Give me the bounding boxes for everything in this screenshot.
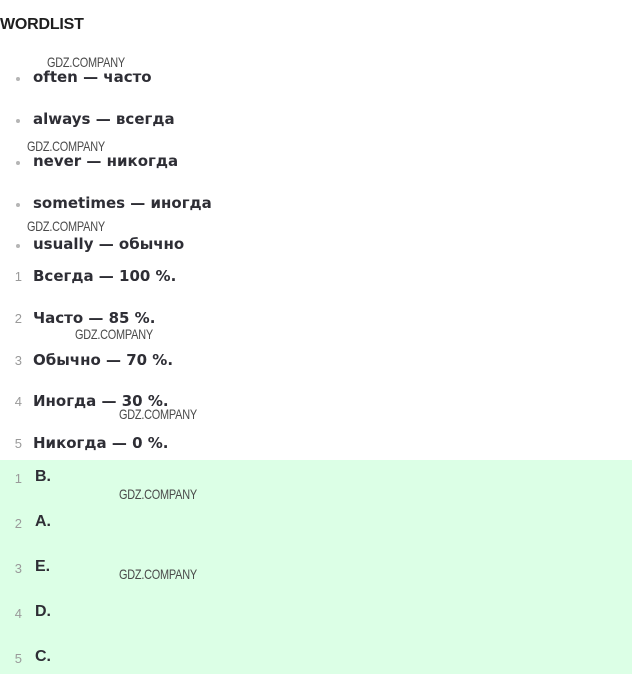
list-item-text: always — всегда bbox=[33, 110, 175, 128]
list-item bbox=[0, 109, 632, 129]
numbered-item bbox=[0, 266, 632, 286]
answer-text: A. bbox=[35, 513, 51, 530]
bullet-icon bbox=[16, 203, 20, 207]
item-number: 2 bbox=[14, 516, 22, 531]
item-number: 4 bbox=[14, 393, 22, 409]
answer-item bbox=[0, 647, 632, 669]
watermark: GDZ.COMPANY bbox=[47, 54, 125, 70]
list-item bbox=[0, 67, 632, 87]
numbered-item-text: Всегда — 100 %. bbox=[33, 267, 177, 285]
bullet-icon bbox=[16, 77, 20, 81]
watermark: GDZ.COMPANY bbox=[27, 138, 105, 154]
answer-text: C. bbox=[35, 648, 51, 665]
item-number: 2 bbox=[14, 310, 22, 326]
watermark: GDZ.COMPANY bbox=[75, 326, 153, 342]
list-item-text: never — никогда bbox=[33, 152, 179, 170]
list-item-text: usually — обычно bbox=[33, 235, 185, 253]
numbered-item bbox=[0, 391, 632, 411]
bullet-icon bbox=[16, 244, 20, 248]
watermark: GDZ.COMPANY bbox=[119, 566, 197, 582]
item-number: 5 bbox=[14, 651, 22, 666]
item-number: 3 bbox=[14, 561, 22, 576]
list-item-text: sometimes — иногда bbox=[33, 194, 212, 212]
item-number: 4 bbox=[14, 606, 22, 621]
answer-item bbox=[0, 467, 632, 489]
answer-text: E. bbox=[35, 558, 51, 575]
item-number: 3 bbox=[14, 352, 22, 368]
numbered-item-text: Иногда — 30 %. bbox=[33, 392, 169, 410]
numbered-item-text: Никогда — 0 %. bbox=[33, 434, 169, 452]
item-number: 1 bbox=[14, 268, 22, 284]
list-item bbox=[0, 234, 632, 254]
item-number: 1 bbox=[14, 471, 22, 486]
answer-text: B. bbox=[35, 468, 51, 485]
answer-item bbox=[0, 512, 632, 534]
watermark: GDZ.COMPANY bbox=[27, 218, 105, 234]
wordlist-title: WORDLIST bbox=[0, 16, 84, 33]
answer-item bbox=[0, 602, 632, 624]
answer-item bbox=[0, 557, 632, 579]
numbered-item-text: Часто — 85 %. bbox=[33, 309, 156, 327]
numbered-item bbox=[0, 350, 632, 370]
watermark: GDZ.COMPANY bbox=[119, 406, 197, 422]
list-item-text: often — часто bbox=[33, 68, 152, 86]
numbered-item-text: Обычно — 70 %. bbox=[33, 351, 174, 369]
bullet-icon bbox=[16, 161, 20, 165]
numbered-item bbox=[0, 433, 632, 453]
numbered-item bbox=[0, 308, 632, 328]
list-item bbox=[0, 193, 632, 213]
item-number: 5 bbox=[14, 435, 22, 451]
list-item bbox=[0, 151, 632, 171]
watermark: GDZ.COMPANY bbox=[119, 486, 197, 502]
bullet-icon bbox=[16, 119, 20, 123]
answers-panel bbox=[0, 460, 632, 674]
answer-text: D. bbox=[35, 603, 51, 620]
